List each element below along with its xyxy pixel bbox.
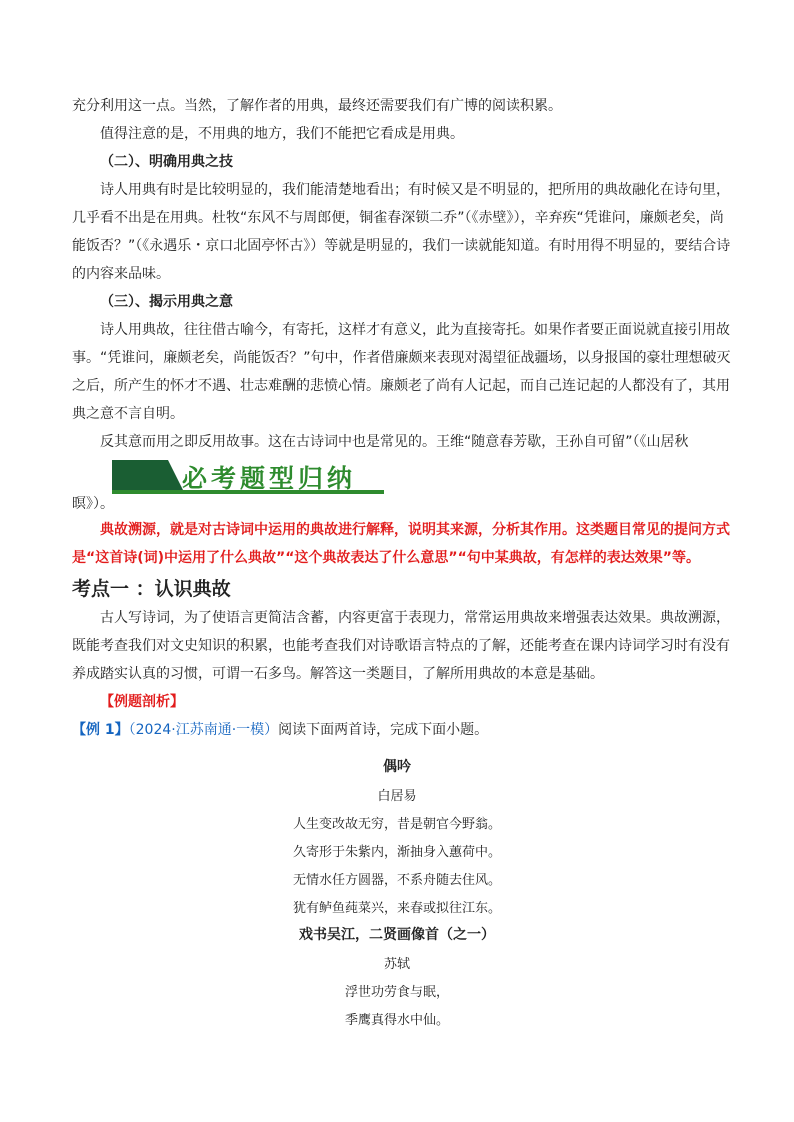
example-source: （2024·江苏南通·一模） [128,722,279,738]
example-section-label: 【例题剖析】 [100,694,184,710]
example-tag: 【例 1】 [72,722,129,738]
paragraph-meaning: 诗人用典故，往往借古喻今，有寄托，这样才有意义，此为直接寄托。如果作者要正面说就直接引用故事。“凭谁问，廉颇老矣，尚能饭否？”句中，作者借廉颇来表现对渴望征战疆场，以身报国的豪壮理想破灭之后，所产生的怀才不遇、壮志难酬的悲愤心情。廉颇老了尚有人记起，而自己连记起的人都没有了，其用典之意不言自明。 [72,322,731,422]
paragraph-kaodian: 古人写诗词，为了使语言更简洁含蓄，内容更富于表现力，常常运用典故来增强表达效果。典故溯源，既能考查我们对文史知识的积累，也能考查我们对诗歌语言特点的了解，还能考查在课内诗词学习时有没有养成踏实认真的习惯，可谓一石多鸟。解答这一类题目，了解所用典故的本意是基础。 [72,610,730,682]
poem2-title: 戏书吴江，二贤画像首（之一） [299,927,495,943]
poem2-author: 苏轼 [383,957,410,972]
kaodian-title: 考点一 ：认识典故 [72,578,231,600]
poem2-line: 浮世功劳食与眠， [344,985,449,1000]
poem1-author: 白居易 [377,789,417,804]
example-1 [72,716,732,744]
paragraph-intro: 充分利用这一点。当然，了解作者的用典，最终还需要我们有广博的阅读积累。 [72,98,562,114]
paragraph-reverse: 反其意而用之即反用故事。这在古诗词中也是常见的。王维“随意春芳歇，王孙自可留”（《山居秋 [100,434,689,450]
poem2-line: 季鹰真得水中仙。 [344,1013,449,1028]
section-heading-three: （三）、揭示用典之意 [100,294,233,310]
section-banner [112,456,384,496]
poem1-title: 偶吟 [383,759,411,775]
poem1-line: 无情水任方圆器，不系舟随去住风。 [292,873,501,888]
banner-title: 必考题型归纳 [182,464,357,493]
paragraph-technique: 诗人用典有时是比较明显的，我们能清楚地看出；有时候又是不明显的，把所用的典故融化在诗句里，几乎看不出是在用典。杜牧“东风不与周郎便，铜雀春深锁二乔”（《赤壁》），辛弃疾“凭谁问，廉颇老矣，尚能饭否？”（《永遇乐・京口北固亭怀古》）等就是明显的，我们一读就能知道。有时用得不明显的，要结合诗的内容来品味。 [72,182,731,282]
red-intro: 典故溯源，就是对古诗词中运用的典故进行解释，说明其来源，分析其作用。这类题目常见的提问方式是“这首诗(词)中运用了什么典故”“这个典故表达了什么意思”“句中某典故，有怎样的表达效果”等。 [72,522,730,566]
poem1-line: 久寄形于朱紫内，渐抽身入蕙荷中。 [292,845,501,860]
paragraph-note: 值得注意的是，不用典的地方，我们不能把它看成是用典。 [100,126,464,142]
paragraph-reverse-end: 暝》）。 [72,496,114,512]
section-heading-two: （二）、明确用典之技 [100,154,233,170]
example-instruction: 阅读下面两首诗，完成下面小题。 [278,722,489,738]
poem1-line: 犹有鲈鱼莼菜兴，来春或拟往江东。 [292,901,501,916]
poem1-line: 人生变改故无穷，昔是朝官今野翁。 [292,817,501,832]
